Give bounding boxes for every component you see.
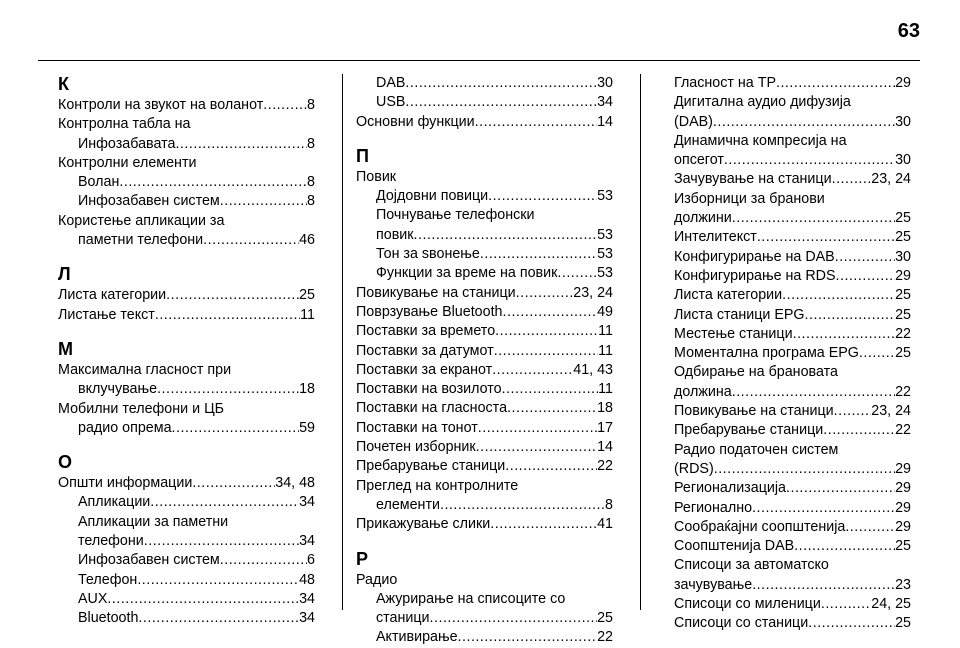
entry-text: Контролна табла на (58, 116, 191, 133)
entry-text: Апликации за паметни (78, 513, 229, 530)
index-subentry (654, 479, 911, 498)
entry-text: Пребарување станици (356, 458, 506, 475)
dot-leader (776, 74, 895, 93)
index-subentry (654, 248, 911, 267)
entry-text: Функции за време на повик (376, 265, 558, 282)
dot-leader (557, 264, 597, 283)
dot-leader (732, 209, 895, 228)
dot-leader (138, 609, 299, 628)
entry-text: Поставки за времето (356, 323, 496, 340)
page-reference: 8 (307, 193, 315, 210)
page-reference: 53 (597, 265, 613, 282)
index-entry (356, 361, 613, 380)
entry-text: Почетен изборник (356, 439, 476, 456)
page-reference: 22 (895, 383, 911, 400)
entry-text: радио опрема (78, 419, 172, 436)
page-reference: 22 (895, 422, 911, 439)
entry-text: USB (376, 94, 406, 111)
index-entry (356, 303, 613, 322)
dot-leader (503, 303, 598, 322)
entry-text: Листа категории (674, 287, 783, 304)
page-reference: 22 (597, 458, 613, 475)
entry-text: Конфигурирање на DAB (674, 248, 835, 265)
dot-leader (220, 192, 307, 211)
dot-leader (263, 96, 307, 115)
page-reference: 23, 24 (871, 171, 911, 188)
index-subentry (654, 190, 911, 229)
entry-text: Поставки за екранот (356, 361, 493, 378)
entry-text: DAB (376, 75, 406, 91)
index-subentry (654, 267, 911, 286)
page-reference: 18 (299, 381, 315, 398)
dot-leader (859, 344, 895, 363)
index-subentry (654, 344, 911, 363)
page-reference: 46 (299, 232, 315, 249)
index-entry (58, 474, 315, 493)
dot-leader (836, 267, 896, 286)
dot-leader (492, 361, 573, 380)
page-reference: 29 (895, 499, 911, 516)
dot-leader (502, 380, 599, 399)
entry-text: (DAB) (674, 113, 713, 130)
entry-text: Зачувување на станици (674, 171, 832, 188)
page-reference: 30 (597, 75, 613, 91)
dot-leader (192, 474, 275, 493)
page-reference: 11 (598, 342, 613, 359)
index-entry (356, 571, 613, 590)
entry-text: Телефон (78, 571, 138, 588)
entry-text: Изборници за бранови (674, 190, 825, 207)
index-entry (356, 438, 613, 457)
dot-leader (732, 383, 895, 402)
entry-text: Сообраќајни соопштенија (674, 518, 846, 535)
entry-text: Динамична компресија на (674, 132, 847, 149)
page-reference: 53 (597, 188, 613, 205)
page-reference: 53 (597, 226, 613, 243)
entry-text: Инфозабавата (78, 135, 176, 152)
dot-leader (794, 537, 895, 556)
entry-text: Апликации (78, 494, 151, 511)
index-subentry (58, 513, 315, 552)
entry-text: Контроли на звукот на воланот (58, 97, 264, 113)
index-subentry (654, 306, 911, 325)
index-subentry (654, 556, 911, 595)
index-subentry (654, 93, 911, 132)
dot-leader (495, 322, 598, 341)
dot-leader (405, 74, 597, 93)
entry-text: Поставки на тонот (356, 419, 478, 436)
index-entry (356, 380, 613, 399)
entry-text: Прикажување слики (356, 516, 491, 533)
entry-text: Списоци за автоматско (674, 557, 829, 574)
entry-text: Пребарување станици (674, 422, 824, 439)
dot-leader (203, 231, 299, 250)
index-entry (356, 419, 613, 438)
entry-text: вклучување (78, 381, 158, 398)
entry-text: зачувување (674, 576, 753, 593)
dot-leader (834, 402, 872, 421)
dot-leader (476, 438, 597, 457)
dot-leader (757, 228, 895, 247)
index-column-1 (58, 74, 315, 629)
entry-text: повик (376, 226, 414, 243)
entry-text: Максимална гласност при (58, 361, 232, 378)
index-entry (356, 515, 613, 534)
index-subentry (356, 74, 613, 93)
index-entry (58, 115, 315, 154)
entry-text: паметни телефони (78, 232, 204, 249)
index-subentry (654, 363, 911, 402)
page-reference: 24, 25 (871, 596, 911, 613)
page-reference: 34 (597, 94, 613, 111)
index-entry (356, 168, 613, 187)
dot-leader (220, 551, 307, 570)
index-subentry (654, 421, 911, 440)
dot-leader (150, 493, 299, 512)
column-separator (342, 74, 343, 610)
entry-text: елементи (376, 496, 440, 513)
page-reference: 22 (895, 325, 911, 342)
index-entry (58, 400, 315, 439)
index-letter-heading: М (58, 338, 73, 359)
dot-leader (494, 342, 598, 361)
dot-leader (845, 518, 895, 537)
page-reference: 14 (597, 113, 613, 130)
dot-leader (835, 248, 895, 267)
dot-leader (478, 419, 597, 438)
dot-leader (405, 93, 597, 112)
entry-text: должина (674, 383, 732, 400)
page-reference: 22 (597, 629, 613, 646)
index-subentry (654, 402, 911, 421)
dot-leader (805, 306, 896, 325)
entry-text: Волан (78, 174, 120, 191)
entry-text: Преглед на контролните (356, 477, 519, 494)
index-letter-heading: Р (356, 548, 369, 569)
index-entry (356, 342, 613, 361)
page-reference: 11 (598, 381, 613, 398)
index-letter-heading: К (58, 74, 69, 94)
index-subentry (654, 441, 911, 480)
dot-leader (440, 496, 605, 515)
entry-text: Листање текст (58, 306, 155, 323)
page-reference: 30 (895, 113, 911, 130)
dot-leader (475, 113, 597, 132)
page-reference: 8 (307, 97, 315, 113)
index-subentry (654, 614, 911, 633)
index-subentry (654, 132, 911, 171)
entry-text: Соопштенија DAB (674, 538, 795, 555)
dot-leader (137, 571, 299, 590)
dot-leader (430, 609, 598, 628)
index-subentry (58, 551, 315, 570)
index-letter-heading: О (58, 452, 73, 473)
dot-leader (516, 284, 574, 303)
page-reference: 25 (895, 210, 911, 227)
dot-leader (507, 399, 597, 418)
dot-leader (786, 479, 895, 498)
index-entry (58, 361, 315, 400)
index-subentry (58, 590, 315, 609)
page-reference: 23, 24 (871, 403, 911, 420)
dot-leader (808, 614, 895, 633)
dot-leader (821, 595, 871, 614)
page-reference: 25 (895, 538, 911, 555)
entry-text: Гласност на TP (674, 75, 776, 91)
dot-leader (144, 532, 299, 551)
entry-text: Општи информации (58, 475, 193, 492)
page-reference: 25 (895, 229, 911, 246)
page-number: 63 (897, 20, 920, 42)
header-rule (38, 60, 920, 61)
entry-text: Регионално (674, 499, 753, 516)
dot-leader (119, 173, 307, 192)
entry-text: Одбирање на брановата (674, 364, 838, 381)
dot-leader (175, 135, 307, 154)
index-subentry (654, 537, 911, 556)
dot-leader (488, 187, 597, 206)
page-reference: 25 (895, 306, 911, 323)
index-subentry (654, 74, 911, 93)
entry-text: Дигитална аудио дифузија (674, 94, 851, 111)
page-reference: 23, 24 (573, 284, 613, 301)
entry-text: Користење апликации за (58, 212, 225, 229)
index-subentry (654, 518, 911, 537)
page-reference: 17 (597, 419, 613, 436)
index-entry (58, 96, 315, 115)
entry-text: Радио (356, 571, 398, 588)
entry-text: Мобилни телефони и ЦБ (58, 400, 225, 417)
index-entry (356, 477, 613, 516)
page-reference: 18 (597, 400, 613, 417)
page-reference: 25 (299, 287, 315, 304)
dot-leader (832, 170, 872, 189)
entry-text: Повикување на станици (674, 403, 834, 420)
page-reference: 34 (299, 533, 315, 550)
dot-leader (823, 421, 895, 440)
page-reference: 34, 48 (275, 475, 315, 492)
entry-text: Bluetooth (78, 610, 139, 627)
index-letter-heading: Л (58, 264, 71, 285)
entry-text: Поврзување Bluetooth (356, 303, 503, 320)
page-reference: 30 (895, 152, 911, 169)
entry-text: Моментална програма EPG (674, 345, 859, 362)
entry-text: Радио податочен систем (674, 441, 839, 458)
index-subentry (356, 628, 613, 647)
index-entry (58, 212, 315, 251)
dot-leader (793, 325, 896, 344)
entry-text: Почнување телефонски (376, 207, 535, 224)
entry-text: Поставки за датумот (356, 342, 494, 359)
dot-leader (166, 286, 299, 305)
page-reference: 53 (597, 246, 613, 263)
dot-leader (752, 499, 895, 518)
entry-text: Поставки на возилото (356, 381, 502, 398)
index-subentry (356, 245, 613, 264)
entry-text: Местење станици (674, 325, 793, 342)
entry-text: Активирање (376, 629, 458, 646)
index-subentry (356, 264, 613, 283)
page-reference: 14 (597, 439, 613, 456)
entry-text: Поставки на гласноста (356, 400, 508, 417)
index-letter-heading: П (356, 145, 369, 166)
page-reference: 41 (597, 516, 613, 533)
index-subentry (654, 228, 911, 247)
index-subentry (654, 286, 911, 305)
page-reference: 29 (895, 460, 911, 477)
dot-leader (713, 113, 895, 132)
entry-text: телефони (78, 533, 144, 550)
dot-leader (782, 286, 895, 305)
index-entry (58, 306, 315, 325)
page-reference: 48 (299, 571, 315, 588)
page-reference: 25 (597, 610, 613, 627)
index-subentry (58, 571, 315, 590)
entry-text: Основни функции (356, 113, 475, 130)
entry-text: опсегот (674, 152, 724, 169)
entry-text: Интелитекст (674, 229, 757, 246)
dot-leader (157, 380, 299, 399)
page-reference: 59 (299, 419, 315, 436)
index-entry (356, 284, 613, 303)
index-column-2 (356, 74, 613, 648)
index-subentry (58, 192, 315, 211)
page-reference: 25 (895, 345, 911, 362)
page-reference: 34 (299, 590, 315, 607)
dot-leader (458, 628, 598, 647)
index-entry (356, 322, 613, 341)
page-reference: 25 (895, 287, 911, 304)
page-reference: 29 (895, 518, 911, 535)
dot-leader (505, 457, 597, 476)
entry-text: (RDS) (674, 460, 714, 477)
entry-text: Инфозабавен систем (78, 193, 220, 210)
entry-text: Списоци со миленици (674, 596, 821, 613)
page-reference: 30 (895, 248, 911, 265)
dot-leader (714, 460, 895, 479)
index-subentry (58, 493, 315, 512)
entry-text: Контролни елементи (58, 154, 197, 171)
column-separator (640, 74, 641, 610)
entry-text: Листа станици EPG (674, 306, 805, 323)
index-subentry (654, 170, 911, 189)
page-reference: 11 (598, 323, 613, 340)
entry-text: Конфигурирање на RDS (674, 267, 836, 284)
page-reference: 29 (895, 75, 911, 91)
page-reference: 34 (299, 610, 315, 627)
page-reference: 29 (895, 267, 911, 284)
dot-leader (480, 245, 597, 264)
index-subentry (654, 595, 911, 614)
dot-leader (752, 576, 895, 595)
index-subentry (356, 590, 613, 629)
entry-text: Ажурирање на списоците со (376, 590, 566, 607)
index-entry (356, 113, 613, 132)
page-reference: 8 (605, 496, 613, 513)
entry-text: станици (376, 610, 430, 627)
page-reference: 49 (597, 303, 613, 320)
index-subentry (356, 187, 613, 206)
page-reference: 41, 43 (573, 361, 613, 378)
page-reference: 23 (895, 576, 911, 593)
page-reference: 25 (895, 615, 911, 632)
dot-leader (172, 419, 300, 438)
dot-leader (724, 151, 895, 170)
page-reference: 34 (299, 494, 315, 511)
dot-leader (155, 306, 300, 325)
index-entry (356, 457, 613, 476)
index-subentry (356, 206, 613, 245)
entry-text: должини (674, 210, 732, 227)
entry-text: Списоци со станици (674, 615, 809, 632)
entry-text: Дојдовни повици (376, 188, 489, 205)
index-entry (356, 399, 613, 418)
entry-text: Регионализација (674, 480, 786, 497)
entry-text: AUX (78, 590, 108, 607)
page-reference: 6 (307, 552, 315, 569)
entry-text: Листа категории (58, 287, 167, 304)
index-column-3 (654, 74, 911, 634)
index-entry (58, 154, 315, 173)
page-reference: 8 (307, 135, 315, 152)
index-subentry (654, 499, 911, 518)
index-entry (58, 286, 315, 305)
page-reference: 11 (300, 306, 315, 323)
index-subentry (356, 93, 613, 112)
page-reference: 29 (895, 480, 911, 497)
index-subentry (654, 325, 911, 344)
entry-text: Повик (356, 168, 397, 185)
dot-leader (414, 226, 598, 245)
entry-text: Инфозабавен систем (78, 552, 220, 569)
index-subentry (58, 609, 315, 628)
index-subentry (58, 173, 315, 192)
page-reference: 8 (307, 174, 315, 191)
dot-leader (107, 590, 299, 609)
dot-leader (490, 515, 597, 534)
entry-text: Тон за ѕвонење (376, 246, 480, 263)
entry-text: Повикување на станици (356, 284, 516, 301)
